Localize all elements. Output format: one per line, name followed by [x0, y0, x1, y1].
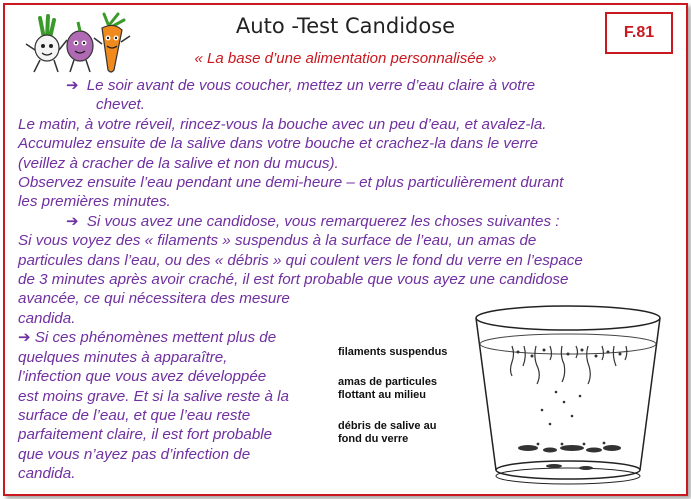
paragraph-line: Accumulez ensuite de la salive dans votre bouche et crachez-la dans le verre [18, 135, 539, 153]
paragraph-line: de 3 minutes après avoir craché, il est fort probable que vous ayez une candidose [18, 271, 569, 289]
paragraph-line: les premières minutes. [18, 193, 171, 211]
paragraph-line: que vous n’ayez pas d’infection de [18, 445, 251, 463]
text-line: Si ces phénomènes mettent plus de [34, 329, 277, 347]
paragraph-line: Observez ensuite l’eau pendant une demi-heure – et plus particulièrement durant [18, 174, 564, 192]
arrow-right-icon: ➔ [66, 77, 79, 94]
paragraph-line: parfaitement claire, il est fort probable [18, 426, 273, 444]
paragraph-line [18, 76, 678, 95]
reference-code-badge [605, 12, 673, 54]
page-subtitle: « La base d’une alimentation personnalisée » [194, 50, 497, 67]
figure-label-line: fond du verre [338, 433, 409, 445]
figure-label-debris [338, 420, 436, 446]
reference-code: F.81 [623, 24, 655, 41]
figure-label-particles [338, 376, 437, 402]
paragraph-line [18, 328, 316, 347]
paragraph-line: Si vous voyez des « filaments » suspendus à la surface de l’eau, un amas de [18, 232, 537, 250]
narrow-column [18, 328, 316, 483]
paragraph-line: particules dans l’eau, ou des « débris » qui coulent vers le fond du verre en l’espace [18, 251, 583, 269]
paragraph-line: surface de l’eau, et que l’eau reste [18, 406, 251, 424]
figure-label-filaments: filaments suspendus [338, 346, 448, 358]
figure-label-line: flottant au milieu [338, 389, 426, 401]
paragraph-line: est moins grave. Et si la salive reste à la [18, 387, 289, 405]
paragraph-line: candida. [18, 309, 76, 327]
text-line: Si vous avez une candidose, vous remarquerez les choses suivantes : [86, 212, 560, 230]
glass-illustration [336, 298, 674, 488]
paragraph-line: avancée, ce qui nécessitera des mesure [18, 290, 290, 308]
paragraph-line: Le matin, à votre réveil, rincez-vous la bouche avec un peu d’eau, et avalez-la. [18, 115, 547, 133]
text-line: Le soir avant de vous coucher, mettez un verre d’eau claire à votre [86, 77, 536, 94]
paragraph-line: quelques minutes à apparaître, [18, 348, 228, 366]
arrow-right-icon: ➔ [66, 212, 79, 230]
paragraph-line: (veillez à cracher de la salive et non du mucus). [18, 154, 339, 172]
figure-label-line: débris de salive au [338, 420, 437, 432]
paragraph-line: l’infection que vous avez développée [18, 368, 267, 386]
paragraph-line [18, 212, 678, 231]
paragraph-line: candida. [18, 465, 76, 483]
figure-label-line: amas de particules [338, 376, 438, 388]
paragraph-line: chevet. [96, 96, 145, 114]
arrow-right-icon: ➔ [18, 329, 31, 347]
page-title: Auto -Test Candidose [235, 14, 456, 38]
